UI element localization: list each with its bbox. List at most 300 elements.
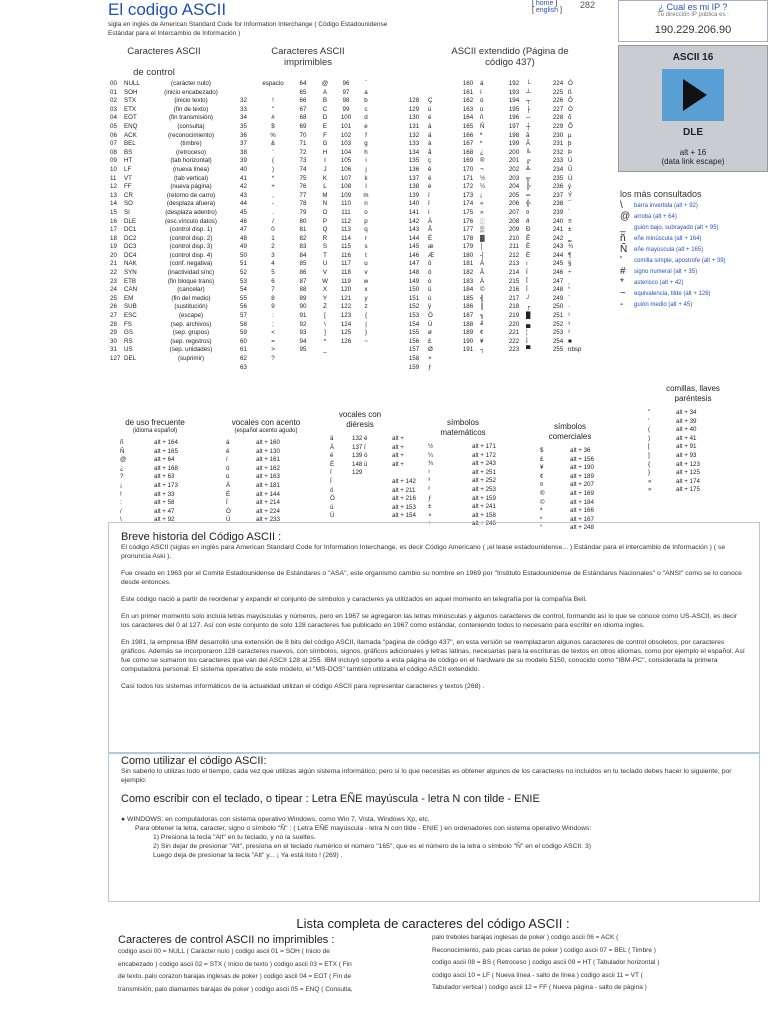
comillas-row	[648, 434, 738, 443]
control-cell: ESC	[124, 312, 137, 320]
printable-cell: 91	[299, 312, 307, 320]
matematicos-cell: alt + 243	[472, 460, 496, 468]
printable-cell: >	[271, 346, 275, 354]
extended-cell: 181	[462, 260, 474, 268]
printable-cell: 42	[240, 183, 247, 191]
extended-cell: æ	[428, 243, 434, 251]
printable-cell: 78	[299, 200, 307, 208]
comerciales-row	[540, 480, 620, 489]
control-cell: 30	[110, 337, 117, 345]
consultado-label[interactable]: comilla simple, apostrofe (alt + 39)	[634, 258, 726, 264]
comillas-row	[648, 460, 738, 469]
printable-cell: [	[324, 312, 326, 320]
extended-cell: ≡	[568, 217, 572, 225]
extended-cell: 149	[408, 277, 420, 285]
extended-cell: â	[428, 122, 432, 130]
frecuente-cell: alt + 92	[154, 516, 175, 524]
extended-cell: ±	[568, 226, 572, 234]
control-cell: 08	[110, 148, 117, 156]
printable-cell: f	[365, 131, 367, 139]
printable-cell: m	[363, 191, 369, 199]
extended-cell: 156	[408, 337, 420, 345]
acento-cell: alt + 233	[256, 516, 280, 524]
acento-subtitle: (español acento agudo)	[234, 428, 298, 434]
ip-value: 190.229.206.90	[654, 24, 732, 36]
consultado-glyph: Ñ	[620, 244, 628, 255]
printable-cell: 33	[240, 105, 247, 113]
play-icon[interactable]	[662, 69, 724, 121]
consultado-glyph: \	[620, 200, 623, 211]
printable-cell: {	[364, 312, 368, 320]
extended-cell: 250	[552, 303, 564, 311]
extended-row	[400, 260, 590, 269]
lista-line: palo treboles barajas inglesas de poker ) codigo ascii 06 = ACK (	[432, 934, 619, 941]
printable-cell: 64	[299, 80, 307, 87]
consultado-item[interactable]	[620, 213, 766, 221]
dieresis-cell: alt + 216	[392, 495, 416, 503]
extended-cell: ¬	[480, 165, 484, 173]
control-cell: (fin de texto)	[173, 105, 209, 113]
extended-cell: 148	[408, 269, 420, 277]
control-cell: 03	[110, 105, 117, 113]
frecuente-cell: /	[120, 507, 122, 515]
printable-cell: 2	[271, 243, 275, 251]
comillas-cell: )	[648, 434, 651, 442]
extended-row	[400, 114, 590, 123]
printable-cell: d	[364, 114, 368, 122]
printable-cell: 34	[240, 114, 247, 122]
control-cell: (sep. grupos)	[172, 329, 210, 337]
extended-cell: └	[526, 80, 531, 87]
extended-cell: 240	[552, 217, 564, 225]
extended-row	[400, 175, 590, 184]
control-row	[110, 166, 230, 175]
control-cell: 19	[110, 243, 117, 251]
dieresis-row	[330, 511, 432, 520]
acento-cell: á	[226, 439, 230, 446]
extended-heading: ASCII extendido (Página de código 437)	[451, 46, 569, 68]
printable-cell: 114	[341, 234, 351, 242]
extended-cell: ß	[568, 88, 572, 96]
extended-cell: £	[428, 337, 432, 345]
extended-row	[400, 97, 590, 106]
consultados-title: los más consultados	[620, 189, 702, 199]
ascii16-code: DLE	[683, 127, 703, 138]
consultado-item[interactable]	[620, 224, 766, 232]
extended-cell: ³	[568, 320, 571, 328]
control-cell: SYN	[124, 269, 137, 277]
extended-cell: 242	[552, 234, 564, 242]
extended-cell: 222	[508, 337, 520, 345]
extended-cell: 143	[408, 226, 420, 234]
acento-cell: Ó	[226, 507, 231, 515]
extended-cell: ‗	[568, 234, 572, 242]
extended-cell: ¶	[568, 251, 572, 259]
extended-cell: 129	[408, 105, 420, 113]
comerciales-cell: alt + 169	[570, 489, 594, 497]
extended-cell: Ú	[568, 157, 573, 165]
printable-cell: F	[323, 131, 327, 139]
consultado-label[interactable]: eñe mayúscula (alt + 165)	[634, 247, 704, 253]
printable-cell: espacio	[262, 80, 284, 87]
printable-cell: 75	[299, 174, 307, 182]
printable-cell: k	[364, 174, 368, 182]
printable-row	[240, 80, 376, 89]
extended-cell: ƒ	[428, 363, 432, 371]
printable-cell: 65	[299, 88, 307, 96]
frecuente-cell: ?	[120, 473, 124, 481]
visit-counter: 282	[580, 0, 596, 10]
printable-cell: 119	[341, 277, 351, 285]
consultado-glyph: #	[620, 266, 626, 277]
extended-cell: õ	[568, 114, 572, 122]
extended-cell: ½	[480, 174, 486, 182]
consultado-label[interactable]: arroba (alt + 64)	[634, 214, 677, 220]
ascii16-title: ASCII 16	[672, 52, 714, 63]
printable-cell: ]	[324, 329, 326, 337]
extended-cell: ¤	[526, 208, 530, 216]
dieresis-cell: alt + 153	[392, 503, 416, 511]
extended-cell: 163	[462, 105, 474, 113]
comillas-row	[648, 468, 738, 477]
extended-cell: │	[480, 243, 484, 251]
printable-row	[240, 132, 376, 141]
printable-row	[240, 338, 376, 347]
extended-row	[400, 295, 590, 304]
extended-cell: ú	[480, 105, 484, 113]
control-cell: (inicio texto)	[174, 97, 208, 105]
matematicos-cell: alt + 172	[472, 451, 496, 459]
control-cell: (tab horizontal)	[170, 157, 212, 165]
comillas-cell: »	[648, 486, 652, 494]
matematicos-cell: ƒ	[428, 494, 432, 502]
control-row	[110, 269, 230, 278]
printable-cell: 94	[299, 337, 307, 345]
printable-cell: 57	[240, 312, 247, 320]
matematicos-cell: ½	[428, 443, 434, 450]
acento-title: vocales con acento	[231, 418, 301, 427]
printable-cell: 39	[240, 157, 247, 165]
lista-line: de texto, palo corazon barajas inglesas de poker ) codigo ascii 04 = EOT ( Fin de	[118, 973, 352, 980]
extended-cell: 219	[508, 312, 520, 320]
acento-cell: alt + 181	[256, 481, 280, 489]
acento-row	[226, 490, 308, 499]
printable-cell: 95	[299, 346, 307, 354]
printable-row	[240, 252, 376, 261]
control-cell: CR	[124, 191, 133, 199]
comillas-cell: alt + 175	[676, 486, 700, 494]
extended-row	[400, 321, 590, 330]
lista-line: codigo ascii 00 = NULL ( Carácter nulo ) codigo ascii 01 = SOH ( Inicio de	[118, 948, 330, 955]
control-cell: BS	[124, 148, 133, 156]
control-cell: (sep. unidades)	[169, 346, 213, 354]
printable-cell: 82	[299, 234, 307, 242]
extended-cell: 165	[462, 122, 474, 130]
control-row	[110, 321, 230, 330]
consultado-item[interactable]	[620, 268, 766, 276]
printable-cell: 32	[240, 97, 247, 105]
control-cell: SO	[124, 200, 133, 208]
extended-cell: ¦	[526, 329, 528, 337]
printable-cell: 73	[299, 157, 307, 165]
control-cell: (suprimir)	[177, 355, 205, 362]
printable-cell: )	[271, 165, 275, 173]
extended-cell: 220	[508, 320, 520, 328]
consultado-item[interactable]	[620, 246, 766, 254]
extended-cell: 215	[508, 277, 520, 285]
printable-row	[240, 200, 376, 209]
comerciales-cell: alt + 36	[570, 447, 591, 454]
acento-cell: ó	[226, 464, 230, 472]
consultado-item[interactable]	[620, 235, 766, 243]
dieresis-cell: ä	[330, 435, 334, 442]
extended-cell: ¡	[480, 191, 483, 199]
extended-cell: 173	[462, 191, 474, 199]
extended-cell: 140	[408, 200, 420, 208]
extended-cell: ı	[526, 260, 528, 268]
control-cell: ENQ	[124, 122, 138, 130]
acento-cell: É	[226, 490, 231, 498]
printable-cell: 107	[340, 174, 352, 182]
control-cell: 04	[110, 114, 117, 122]
extended-cell: 130	[408, 114, 420, 122]
consultado-item[interactable]	[620, 279, 766, 287]
printable-cell: y	[364, 294, 368, 302]
control-cell: 11	[110, 174, 117, 182]
control-cell: EM	[124, 294, 134, 302]
comillas-row	[648, 408, 738, 417]
matematicos-row	[428, 494, 522, 503]
historia-p5: En 1981, la empresa IBM desarrolló una extensión de 8 bits del código ASCII, llamada "pagina de código 437", en esta versión se reemplazaron algunos caracteres de control obsoletos, por caracteres gráficos. Además se incorporaron 128 caracteres nuevos, con símbolos, signos, gráficos adicionales y letras latinas, necesarias para la escrituras de textos en otros idiomas, como por ejemplo el español. Así fue como se sumaron los caracteres que van del ASCII 128 al 255. IBM incluyó soporte a esta página de código en el hardware de su modelo 5150, conocido como "IBM-PC", considerada la primera computadora personal. El sistema operativo de este modelo, el "MS-DOS" también utilizaba el código ASCII extendido.	[121, 639, 745, 673]
printable-row	[240, 175, 376, 184]
control-cell: 01	[110, 88, 117, 96]
control-cell: (consulta)	[177, 122, 205, 130]
extended-cell: ð	[526, 217, 530, 225]
extended-cell: ü	[428, 105, 432, 113]
printable-cell: 72	[299, 148, 307, 156]
extended-cell: ä	[428, 131, 432, 139]
frecuente-row	[120, 498, 204, 507]
printable-cell: :	[272, 312, 274, 320]
consultado-label[interactable]: eñe minúscula (alt + 164)	[634, 236, 702, 242]
extended-cell: 135	[408, 157, 420, 165]
consultado-label[interactable]: equivalencia, tilde (alt + 126)	[634, 291, 711, 297]
extended-cell: ┴	[526, 88, 531, 96]
printable-cell: 35	[240, 122, 247, 130]
printable-row	[240, 364, 376, 373]
printable-cell: =	[271, 337, 275, 345]
printable-cell: O	[322, 208, 328, 216]
comerciales-row	[540, 506, 620, 515]
control-row	[110, 157, 230, 166]
extended-cell: 132	[408, 131, 420, 139]
historia-p6: Casi todos los sistemas informáticos de la actualidad utilizan el código ASCII para representar caracteres y textos (268) .	[121, 683, 485, 690]
extended-cell: Î	[526, 277, 528, 285]
control-row	[110, 252, 230, 261]
utilizar-section	[108, 752, 760, 902]
control-cell: CAN	[124, 286, 138, 294]
control-cell: (control disp. 4)	[169, 251, 213, 259]
printable-row	[240, 260, 376, 269]
printable-cell: 8	[271, 294, 275, 302]
extended-cell: 177	[462, 226, 474, 234]
extended-cell: 142	[408, 217, 420, 225]
printable-cell: _	[323, 346, 327, 354]
frecuente-cell: :	[120, 499, 122, 507]
acento-cell: alt + 163	[256, 473, 280, 481]
extended-cell: 166	[462, 131, 474, 139]
printable-cell: X	[322, 286, 328, 294]
printable-cell: 86	[299, 269, 307, 277]
control-cell: 31	[110, 346, 117, 354]
printable-cell: Q	[322, 226, 328, 234]
extended-cell: ▓	[480, 234, 485, 242]
acento-cell: alt + 224	[256, 507, 280, 515]
control-table	[110, 80, 230, 364]
consultado-item[interactable]	[620, 301, 766, 309]
printable-cell: .	[272, 208, 274, 216]
printable-cell: N	[322, 200, 328, 208]
control-row	[110, 286, 230, 295]
printable-cell: S	[322, 243, 328, 251]
dieresis-row	[330, 486, 432, 495]
ascii16-panel	[618, 45, 768, 172]
extended-cell: 232	[552, 148, 564, 156]
extended-cell: 188	[462, 320, 474, 328]
ascii16-desc: (data link escape)	[661, 157, 725, 166]
consultado-item[interactable]	[620, 290, 766, 298]
extended-cell: ¯	[568, 200, 572, 208]
consultado-item[interactable]	[620, 257, 766, 265]
printable-cell: ;	[272, 320, 274, 328]
printable-cell: 67	[299, 105, 307, 113]
matematicos-cell: ¼	[428, 451, 434, 459]
comillas-cell: }	[648, 469, 651, 477]
printable-row	[240, 218, 376, 227]
extended-cell: 202	[508, 165, 520, 173]
printable-cell: 111	[341, 208, 351, 216]
comerciales-row	[540, 472, 620, 481]
acento-row	[226, 464, 308, 473]
printable-cell: `	[364, 80, 368, 87]
printable-cell: ^	[323, 337, 327, 345]
control-cell: ACK	[124, 131, 137, 139]
control-cell: SI	[124, 208, 130, 216]
printable-cell: 74	[299, 165, 307, 173]
extended-cell: ×	[428, 355, 432, 362]
extended-cell: 152	[408, 303, 420, 311]
consultado-label[interactable]: signo numeral (alt + 35)	[634, 269, 698, 275]
consultado-label[interactable]: barra invertida (alt + 92)	[634, 203, 698, 209]
printable-cell: 43	[240, 191, 247, 199]
frecuente-cell: alt + 64	[154, 456, 175, 464]
printable-cell: 36	[240, 131, 247, 139]
printable-cell: 51	[240, 260, 247, 268]
extended-cell: 241	[552, 226, 564, 234]
control-cell: 05	[110, 122, 117, 130]
english-link[interactable]: english	[535, 7, 559, 14]
extended-row	[400, 235, 590, 244]
extended-cell: å	[428, 148, 432, 156]
dieresis-cell: ë	[330, 452, 334, 460]
extended-cell: Ò	[568, 105, 573, 113]
extended-cell: Ñ	[480, 122, 485, 130]
extended-cell: 154	[408, 320, 420, 328]
extended-cell: 218	[508, 303, 520, 311]
dieresis-cell: Ö	[330, 495, 335, 503]
control-cell: (cancelar)	[177, 286, 205, 294]
control-row	[110, 329, 230, 338]
printable-cell: 52	[240, 269, 247, 277]
extended-cell: þ	[568, 140, 572, 148]
ip-question-link[interactable]: ¿ Cual es mi IP ?	[658, 2, 728, 12]
extended-row	[400, 278, 590, 287]
printable-cell: 110	[341, 200, 351, 208]
printable-cell: 60	[240, 337, 247, 345]
printable-cell: /	[272, 217, 274, 225]
extended-cell: ÿ	[428, 303, 432, 311]
lista-heading: Caracteres de control ASCII no imprimibles :	[118, 934, 335, 946]
printable-cell: J	[323, 165, 327, 173]
printable-row	[240, 97, 376, 106]
extended-cell: 224	[552, 80, 564, 87]
printable-cell: 117	[341, 260, 351, 268]
printable-row	[240, 235, 376, 244]
printable-cell: G	[322, 140, 328, 148]
consultado-glyph: @	[620, 211, 631, 222]
control-row	[110, 80, 230, 89]
extended-cell: °	[568, 286, 571, 294]
printable-cell: 5	[271, 269, 275, 277]
extended-cell: 147	[408, 260, 420, 268]
extended-cell: ÷	[568, 269, 572, 277]
comerciales-cell: alt + 156	[570, 455, 594, 463]
extended-cell: Á	[480, 260, 485, 268]
printable-cell: 87	[299, 277, 307, 285]
printable-cell: Y	[322, 294, 328, 302]
instr-1: Para obtener la letra, caracter, signo o símbolo "Ñ" : ( Letra EÑE mayúscula - letra N con tilde - ENIE ) en ordenadores con sistema operativo Windows:	[135, 825, 592, 832]
consultado-label[interactable]: asterisco (alt + 42)	[634, 280, 684, 286]
extended-cell: 235	[552, 174, 564, 182]
frecuente-title: de uso frecuente	[125, 418, 185, 427]
extended-cell: 217	[508, 294, 520, 302]
extended-cell: 254	[552, 337, 564, 345]
extended-cell: è	[428, 183, 432, 191]
control-row	[110, 346, 230, 355]
extended-cell: 146	[408, 251, 420, 259]
extended-cell: 253	[552, 329, 564, 337]
extended-cell: Æ	[428, 251, 435, 259]
printable-cell: 104	[340, 148, 352, 156]
extended-cell: 150	[408, 286, 420, 294]
consultado-item[interactable]	[620, 202, 766, 210]
consultado-label[interactable]: guión bajo, subrayado (alt + 95)	[634, 225, 719, 231]
extended-row	[400, 166, 590, 175]
printable-cell: 63	[240, 363, 247, 371]
extended-cell: µ	[568, 131, 572, 139]
printable-cell: U	[322, 260, 328, 268]
control-cell: EOT	[124, 114, 137, 122]
extended-cell: 195	[508, 105, 520, 113]
extended-cell: ï	[428, 191, 430, 199]
home-link[interactable]: home	[535, 0, 554, 7]
control-cell: 20	[110, 251, 117, 259]
extended-cell: 244	[552, 251, 564, 259]
consultado-label[interactable]: guión medio (alt + 45)	[634, 302, 693, 308]
printable-row	[240, 243, 376, 252]
printable-cell: 76	[299, 183, 307, 191]
extended-cell: Ê	[526, 234, 531, 242]
